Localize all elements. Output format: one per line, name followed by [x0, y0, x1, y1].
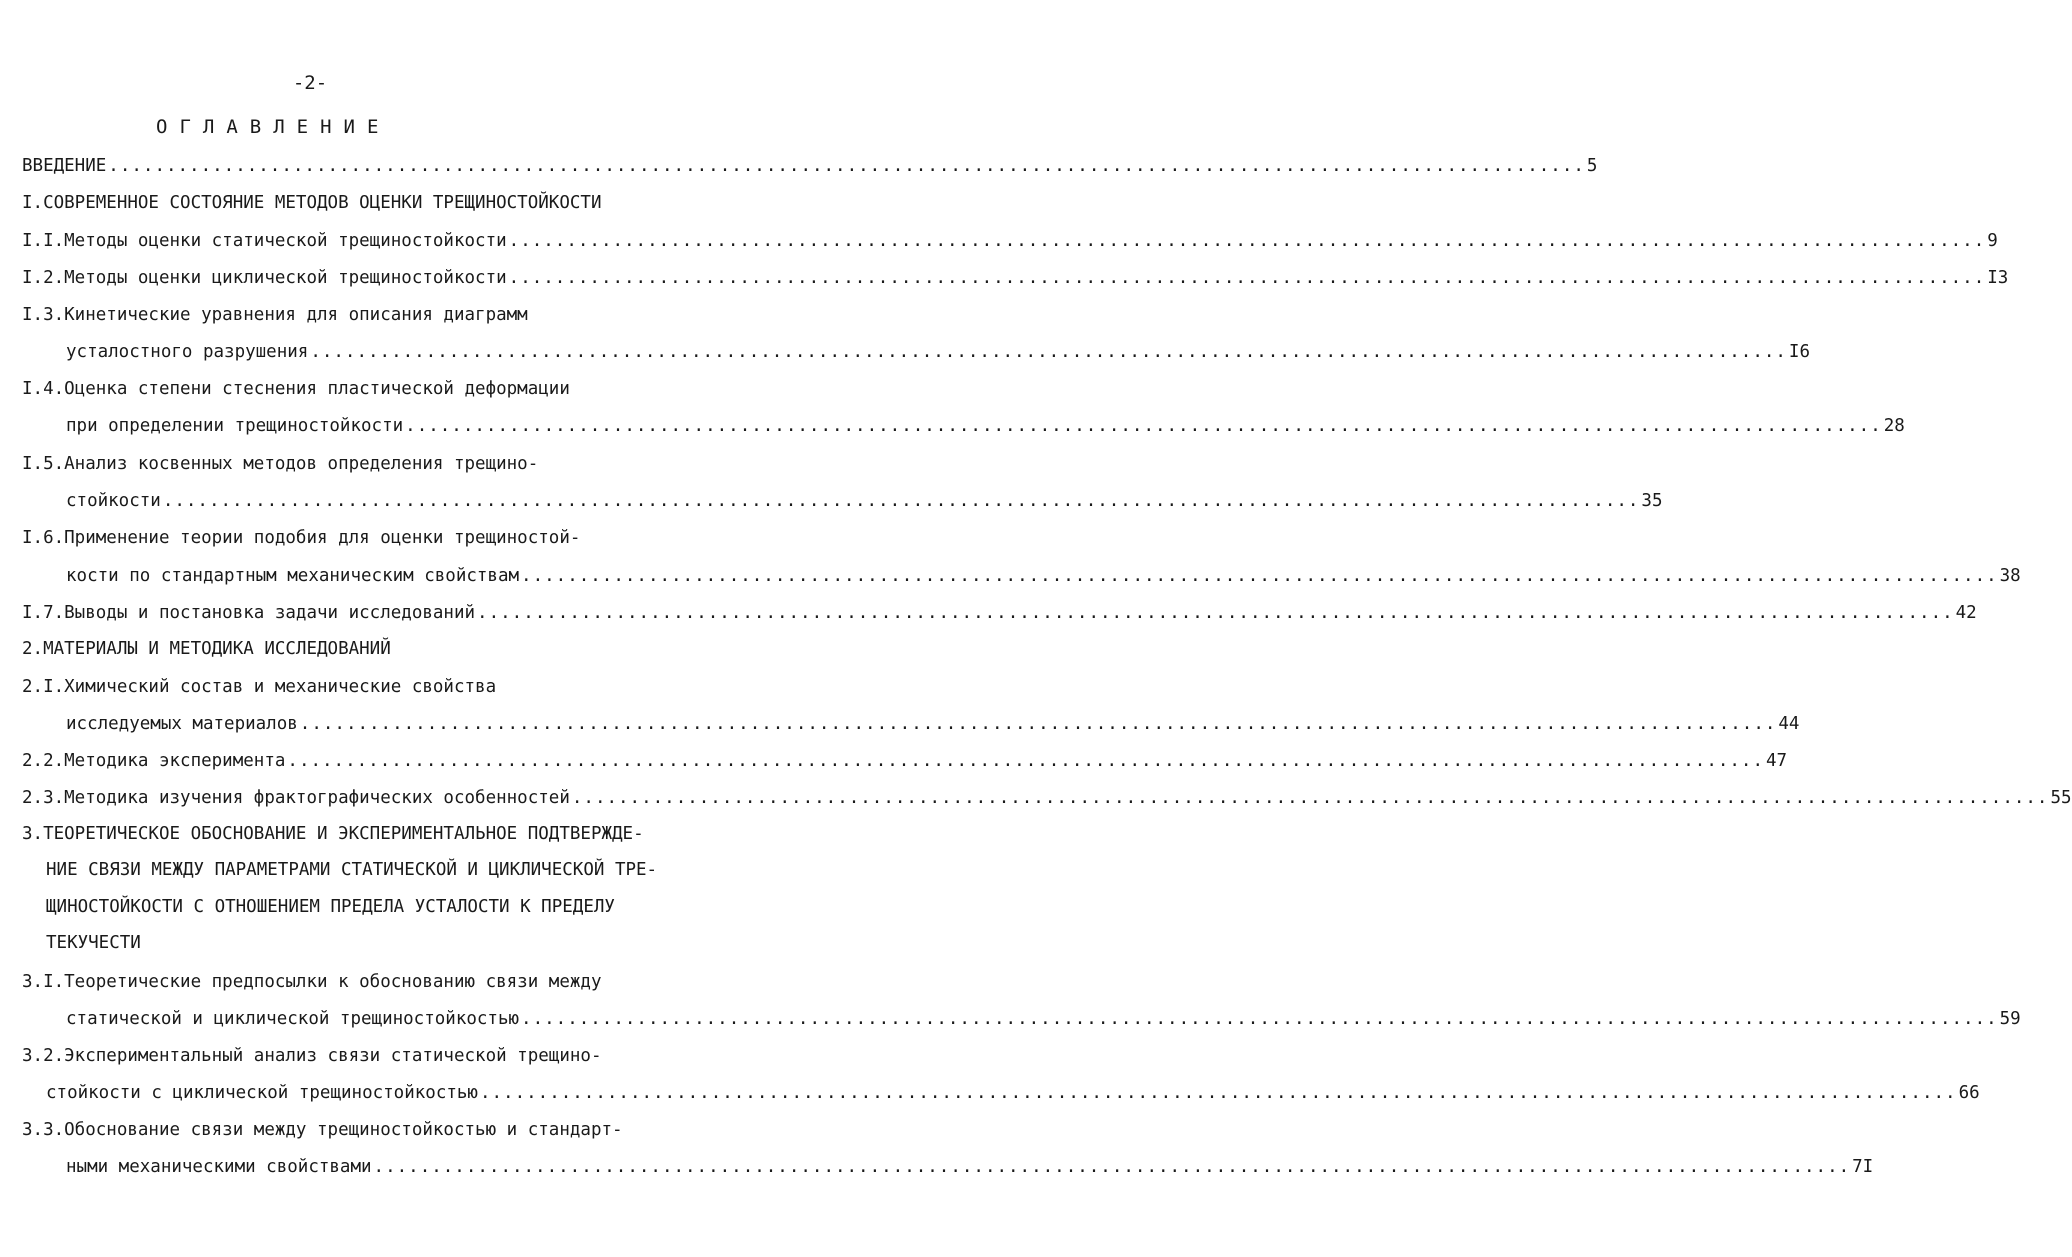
toc-entry	[22, 598, 1977, 628]
toc-entry-text: I.4.Оценка степени стеснения пластической деформации	[22, 379, 570, 399]
toc-entry-text: I.I.Методы оценки статической трещиностойкости	[22, 231, 507, 251]
toc-chapter-heading-continued	[46, 892, 615, 922]
toc-entry-first-line	[22, 1115, 623, 1145]
toc-entry-first-line	[22, 523, 580, 553]
toc-entry-text: 2.3.Методика изучения фрактографических особенностей	[22, 788, 570, 808]
dot-leader: ................................................................................................................................	[405, 416, 1882, 436]
toc-entry	[66, 337, 1810, 367]
dot-leader: ................................................................................................................................	[310, 342, 1787, 362]
dot-leader: ................................................................................................................................	[287, 751, 1764, 771]
toc-entry-text: 3.2.Экспериментальный анализ связи статической трещино-	[22, 1046, 602, 1066]
toc-entry-page: 35	[1641, 491, 1663, 511]
toc-entry-text: I.2.Методы оценки циклической трещиностойкости	[22, 268, 507, 288]
toc-entry-text: 3.3.Обоснование связи между трещиностойкостью и стандарт-	[22, 1120, 623, 1140]
toc-entry-page: 59	[1999, 1009, 2021, 1029]
toc-entry-page: I3	[1987, 268, 2009, 288]
toc-entry-text: ЩИНОСТОЙКОСТИ С ОТНОШЕНИЕМ ПРЕДЕЛА УСТАЛОСТИ К ПРЕДЕЛУ	[46, 897, 615, 917]
toc-entry-first-line	[22, 449, 538, 479]
toc-entry-text: ВВЕДЕНИЕ	[22, 156, 107, 176]
toc-entry-text: ными механическими свойствами	[66, 1157, 372, 1177]
toc-entry-first-line	[22, 1041, 601, 1071]
toc-chapter-heading	[22, 188, 601, 218]
toc-entry-text: стойкости	[66, 491, 161, 511]
toc-entry-page: 42	[1955, 603, 1977, 623]
toc-entry-text: ТЕКУЧЕСТИ	[46, 933, 141, 953]
toc-entry-page: 28	[1883, 416, 1905, 436]
toc-entry-text: 3.ТЕОРЕТИЧЕСКОЕ ОБОСНОВАНИЕ И ЭКСПЕРИМЕНТАЛЬНОЕ ПОДТВЕРЖДЕ-	[22, 824, 644, 844]
toc-entry-page: 66	[1958, 1083, 1980, 1103]
toc-title: ОГЛАВЛЕНИЕ	[156, 116, 391, 138]
toc-entry-page: 47	[1766, 751, 1788, 771]
toc-entry-page: 38	[1999, 566, 2021, 586]
dot-leader: ................................................................................................................................	[521, 1009, 1998, 1029]
toc-entry	[22, 783, 2072, 813]
toc-entry-text: I.5.Анализ косвенных методов определения трещино-	[22, 454, 539, 474]
dot-leader: ................................................................................................................................	[508, 268, 1986, 288]
toc-chapter-heading	[22, 819, 644, 849]
toc-entry-page: 5	[1586, 156, 1598, 176]
toc-entry	[22, 226, 1998, 256]
toc-entry-text: I.6.Применение теории подобия для оценки трещиностой-	[22, 528, 581, 548]
toc-entry-text: НИЕ СВЯЗИ МЕЖДУ ПАРАМЕТРАМИ СТАТИЧЕСКОЙ И ЦИКЛИЧЕСКОЙ ТРЕ-	[46, 860, 658, 880]
toc-entry-first-line	[22, 672, 496, 702]
dot-leader: ................................................................................................................................	[571, 788, 2049, 808]
toc-entry-first-line	[22, 300, 528, 330]
toc-entry-page: 55	[2050, 788, 2072, 808]
dot-leader: ................................................................................................................................	[477, 603, 1954, 623]
toc-entry-text: I.СОВРЕМЕННОЕ СОСТОЯНИЕ МЕТОДОВ ОЦЕНКИ ТРЕЩИНОСТОЙКОСТИ	[22, 193, 602, 213]
toc-entry-page: 7I	[1852, 1157, 1874, 1177]
toc-entry-text: кости по стандартным механическим свойствам	[66, 566, 520, 586]
toc-chapter-heading-continued	[46, 928, 141, 958]
toc-entry	[66, 1004, 2021, 1034]
toc-entry	[66, 709, 1800, 739]
toc-entry-text: I.3.Кинетические уравнения для описания диаграмм	[22, 305, 528, 325]
toc-entry-text: при определении трещиностойкости	[66, 416, 404, 436]
toc-entry-text: стойкости с циклической трещиностойкостью	[46, 1083, 478, 1103]
page-number: -2-	[292, 72, 328, 94]
dot-leader: ................................................................................................................................	[479, 1083, 1957, 1103]
toc-entry	[22, 263, 2009, 293]
dot-leader: ................................................................................................................................	[299, 714, 1777, 734]
dot-leader: ................................................................................................................................	[521, 566, 1998, 586]
toc-entry-text: 3.I.Теоретические предпосылки к обоснованию связи между	[22, 972, 602, 992]
toc-entry-first-line	[22, 967, 601, 997]
toc-entry-text: статической и циклической трещиностойкостью	[66, 1009, 520, 1029]
toc-entry	[66, 1152, 1874, 1182]
toc-entry-text: усталостного разрушения	[66, 342, 309, 362]
toc-entry-page: 9	[1987, 231, 1998, 251]
toc-entry	[46, 1078, 1980, 1108]
toc-entry-text: 2.2.Методика эксперимента	[22, 751, 286, 771]
toc-entry-text: 2.I.Химический состав и механические свойства	[22, 677, 497, 697]
dot-leader: ................................................................................................................................	[162, 491, 1640, 511]
toc-chapter-heading	[22, 634, 391, 664]
dot-leader: ................................................................................................................................	[108, 156, 1585, 176]
toc-entry	[66, 411, 1905, 441]
toc-entry-first-line	[22, 374, 570, 404]
toc-chapter-heading-continued	[46, 855, 657, 885]
toc-entry-text: 2.МАТЕРИАЛЫ И МЕТОДИКА ИССЛЕДОВАНИЙ	[22, 639, 391, 659]
toc-entry	[66, 561, 2021, 591]
dot-leader: ................................................................................................................................	[508, 231, 1986, 251]
toc-entry	[22, 151, 1598, 181]
toc-entry	[22, 746, 1788, 776]
toc-entry-text: исследуемых материалов	[66, 714, 298, 734]
dot-leader: ................................................................................................................................	[373, 1157, 1851, 1177]
toc-entry-page: 44	[1778, 714, 1800, 734]
toc-entry-text: I.7.Выводы и постановка задачи исследований	[22, 603, 476, 623]
toc-entry	[66, 486, 1663, 516]
toc-entry-page: I6	[1788, 342, 1810, 362]
